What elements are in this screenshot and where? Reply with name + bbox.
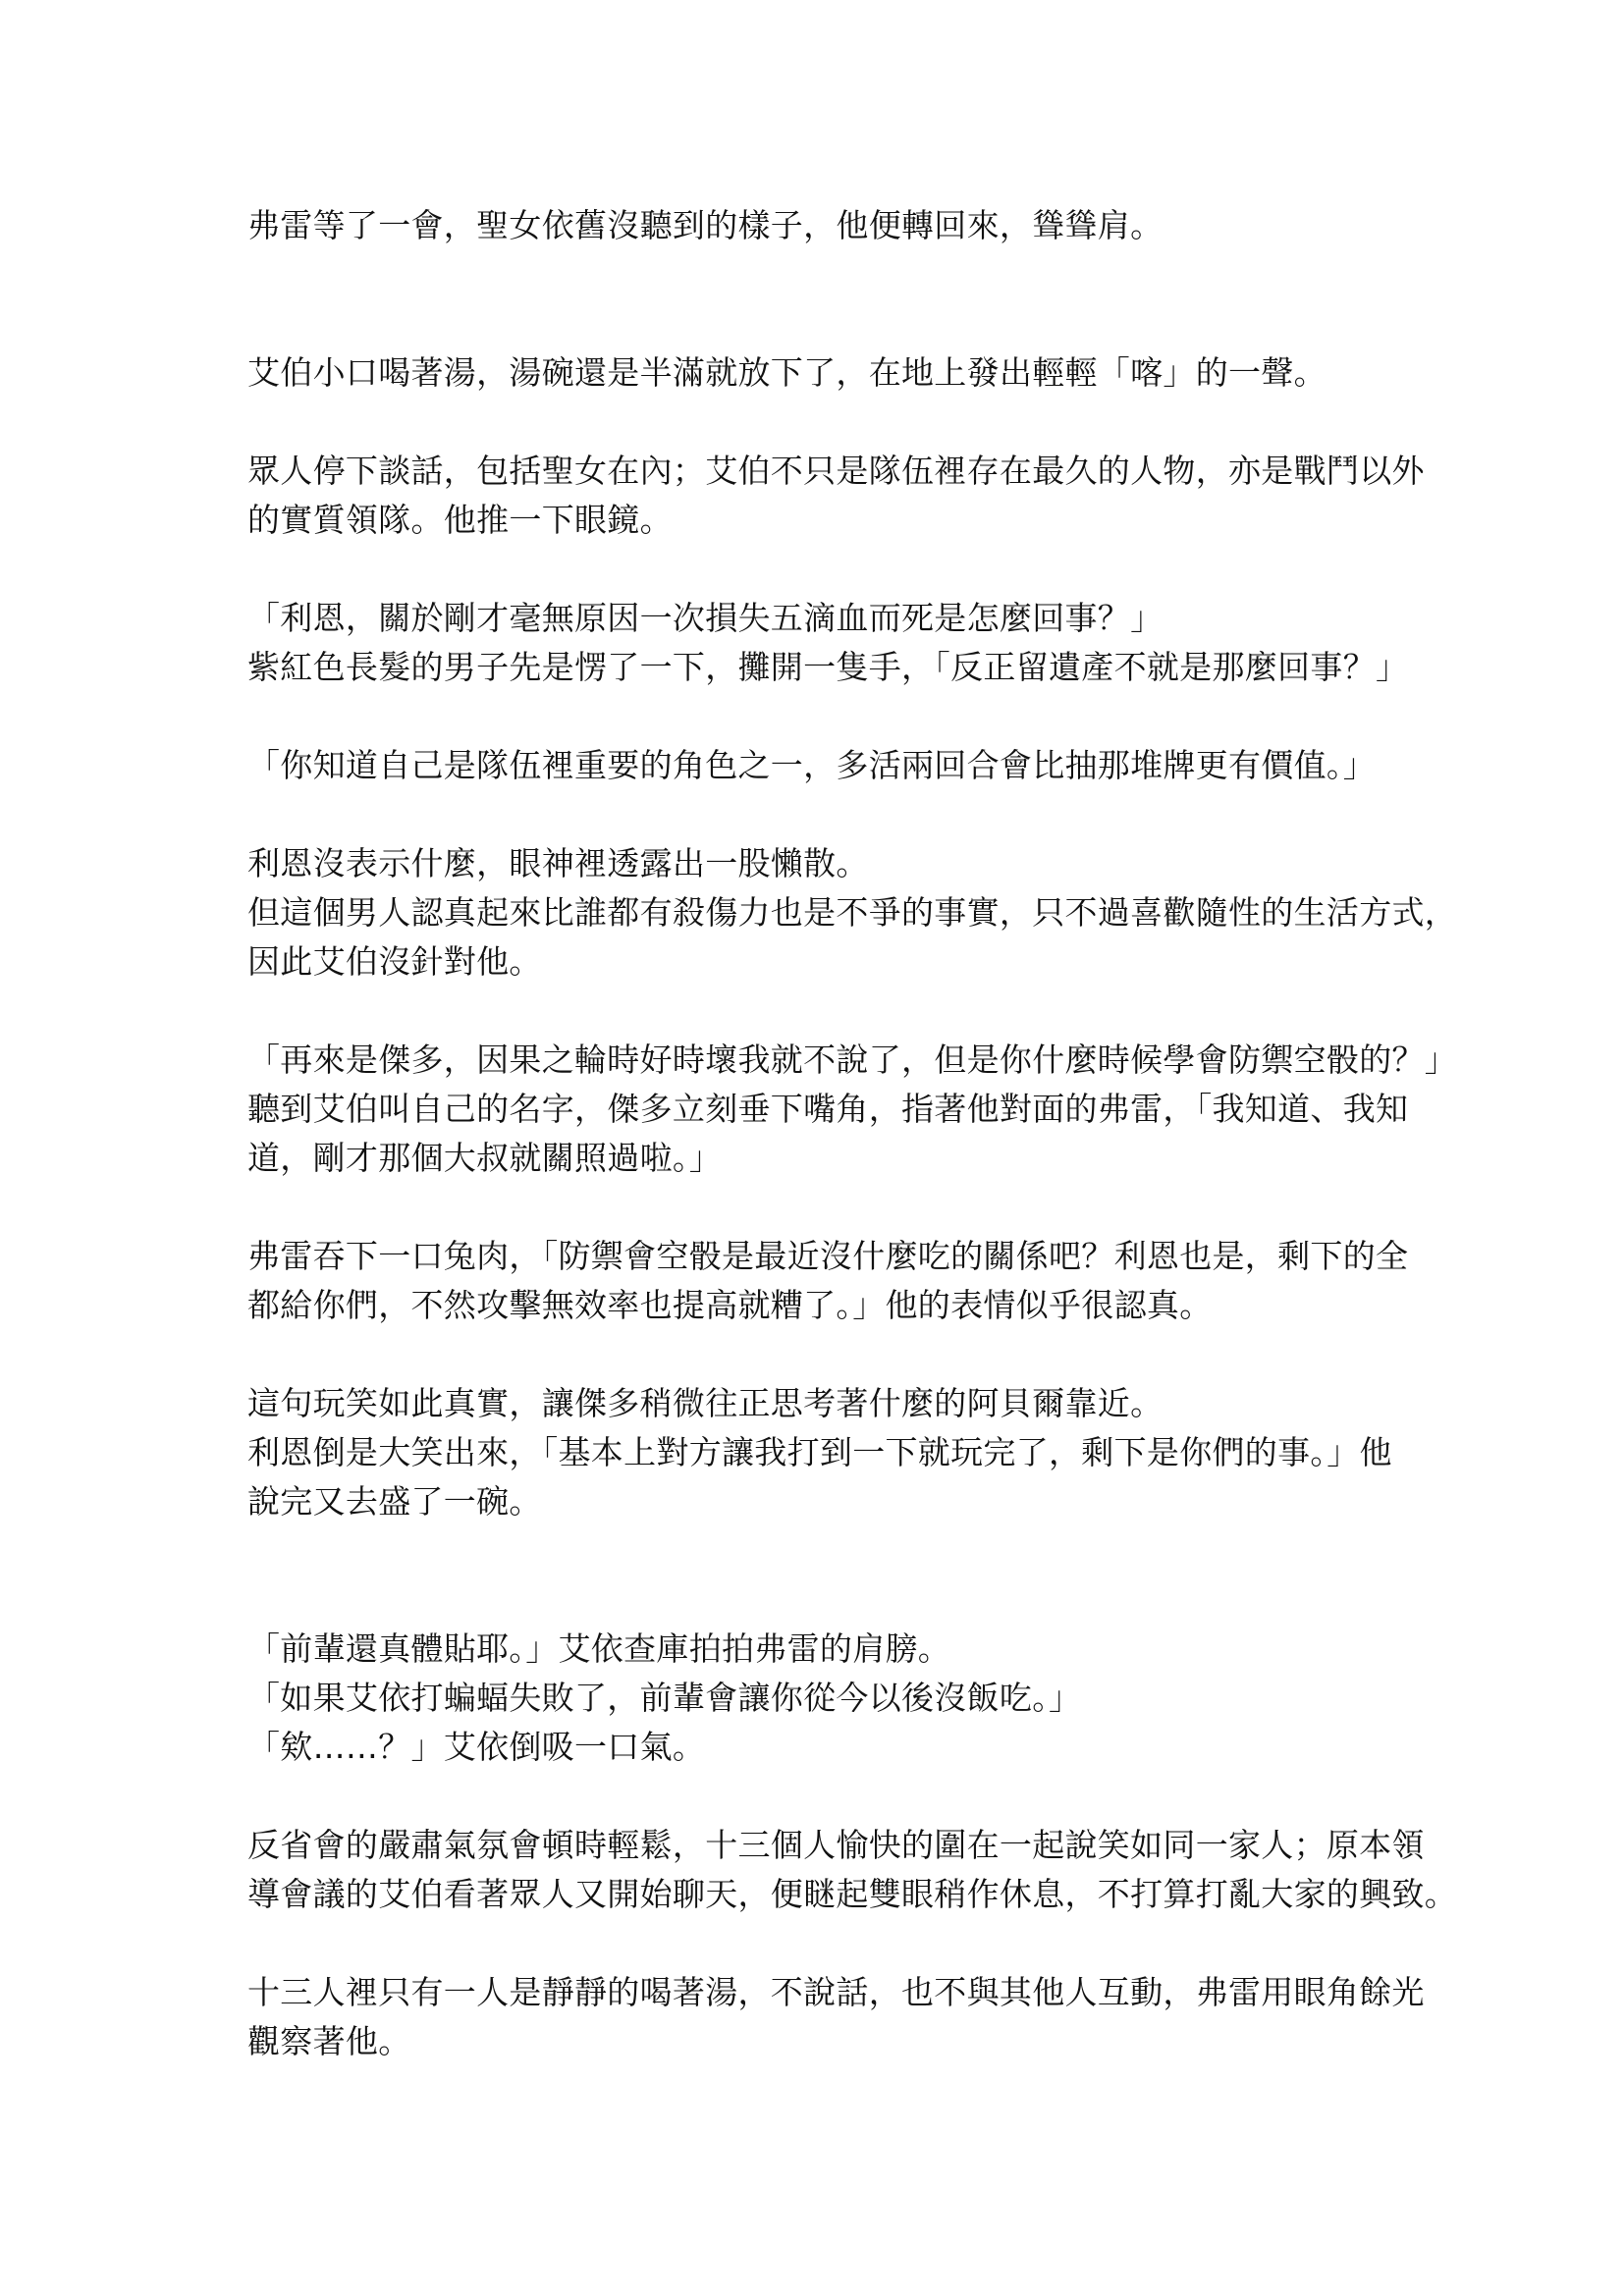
text-line: 弗雷等了一會，聖女依舊沒聽到的樣子，他便轉回來，聳聳肩。: [247, 206, 1164, 244]
text-line: 導會議的艾伯看著眾人又開始聊天，便瞇起雙眼稍作休息，不打算打亂大家的興致。: [247, 1875, 1458, 1913]
text-line: 觀察著他。: [247, 2022, 411, 2060]
text-line: 說完又去盛了一碗。: [247, 1482, 542, 1521]
text-line: 紫紅色長髮的男子先是愣了一下，攤開一隻手，「反正留遺產不就是那麼回事？」: [247, 648, 1409, 686]
text-line: 道，剛才那個大叔就關照過啦。」: [247, 1139, 722, 1177]
text-line: 「你知道自己是隊伍裡重要的角色之一，多活兩回合會比抽那堆牌更有價值。」: [247, 746, 1376, 784]
text-line: 弗雷吞下一口兔肉，「防禦會空骰是最近沒什麼吃的關係吧？利恩也是，剩下的全: [247, 1237, 1409, 1275]
text-line: 這句玩笑如此真實，讓傑多稍微往正思考著什麼的阿貝爾靠近。: [247, 1384, 1164, 1422]
text-line: 但這個男人認真起來比誰都有殺傷力也是不爭的事實，只不過喜歡隨性的生活方式，: [247, 893, 1458, 932]
text-line: 眾人停下談話，包括聖女在內；艾伯不只是隊伍裡存在最久的人物，亦是戰鬥以外: [247, 452, 1425, 490]
text-line: 因此艾伯沒針對他。: [247, 942, 542, 981]
text-line: 「前輩還真體貼耶。」艾依查庫拍拍弗雷的肩膀。: [247, 1629, 951, 1668]
text-line: 的實質領隊。他推一下眼鏡。: [247, 501, 673, 539]
text-line: 「再來是傑多，因果之輪時好時壞我就不說了，但是你什麼時候學會防禦空骰的？」: [247, 1041, 1458, 1079]
text-line: 「利恩，關於剛才毫無原因一次損失五滴血而死是怎麼回事？」: [247, 599, 1164, 637]
text-line: 「欸……？」艾依倒吸一口氣。: [247, 1728, 706, 1766]
text-line: 都給你們，不然攻擊無效率也提高就糟了。」他的表情似乎很認真。: [247, 1286, 1213, 1324]
text-line: 艾伯小口喝著湯，湯碗還是半滿就放下了，在地上發出輕輕「喀」的一聲。: [247, 353, 1326, 392]
text-line: 反省會的嚴肅氣氛會頓時輕鬆，十三個人愉快的圍在一起說笑如同一家人；原本領: [247, 1826, 1425, 1864]
text-line: 利恩沒表示什麼，眼神裡透露出一股懶散。: [247, 844, 869, 882]
text-line: 利恩倒是大笑出來，「基本上對方讓我打到一下就玩完了，剩下是你們的事。」他: [247, 1433, 1392, 1471]
text-line: 「如果艾依打蝙蝠失敗了，前輩會讓你從今以後沒飯吃。」: [247, 1679, 1082, 1717]
text-line: 十三人裡只有一人是靜靜的喝著湯，不說話，也不與其他人互動，弗雷用眼角餘光: [247, 1973, 1425, 2011]
text-line: 聽到艾伯叫自己的名字，傑多立刻垂下嘴角，指著他對面的弗雷，「我知道、我知: [247, 1090, 1409, 1128]
